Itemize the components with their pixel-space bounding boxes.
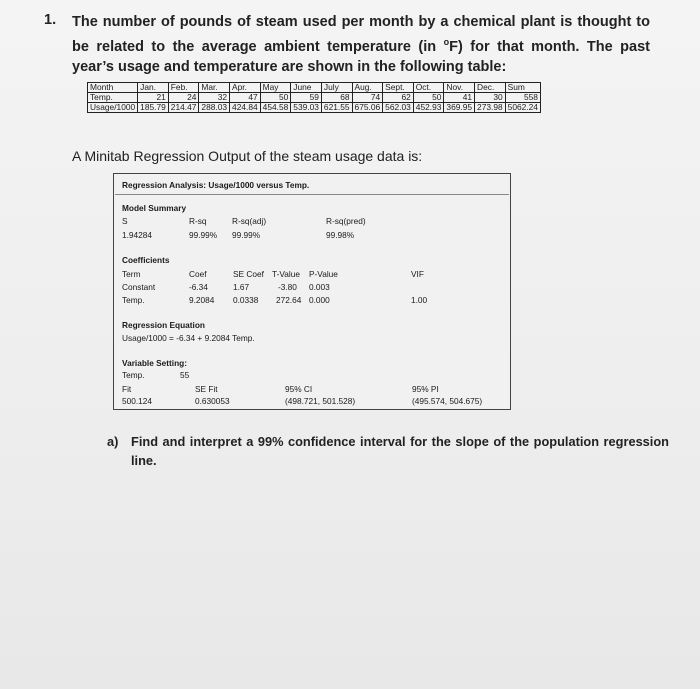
table-cell: 74 — [352, 93, 383, 103]
coef-row-constant-t: -3.80 — [278, 282, 297, 292]
table-cell: 59 — [291, 93, 322, 103]
table-cell: 621.55 — [321, 103, 352, 113]
coef-row-constant-term: Constant — [122, 282, 156, 292]
table-cell: 24 — [168, 93, 199, 103]
ms-header-s: S — [122, 216, 128, 226]
table-cell: 562.03 — [383, 103, 414, 113]
question-number: 1. — [44, 12, 57, 28]
coef-row-temp-term: Temp. — [122, 295, 145, 305]
table-cell: 424.84 — [230, 103, 261, 113]
table-cell: 288.03 — [199, 103, 230, 113]
table-cell: 68 — [321, 93, 352, 103]
variable-setting-name: Temp. — [122, 370, 145, 380]
coef-header-p-value: P-Value — [309, 269, 338, 279]
table-cell: 454.58 — [260, 103, 291, 113]
table-cell: 214.47 — [168, 103, 199, 113]
table-row — [88, 103, 541, 113]
table-header-cell: Feb. — [168, 83, 199, 93]
variable-setting-value: 55 — [180, 370, 190, 380]
coefficients-label: Coefficients — [122, 255, 170, 265]
pred-value-ci: (498.721, 501.528) — [285, 396, 356, 406]
ms-value-rsq: 99.99% — [189, 230, 218, 240]
ms-header-rsq: R-sq — [189, 216, 207, 226]
minitab-heading: A Minitab Regression Output of the steam usage data is: — [72, 148, 423, 164]
part-a-label: a) — [107, 434, 119, 449]
pred-header-pi: 95% PI — [412, 384, 439, 394]
table-cell: 5062.24 — [505, 103, 540, 113]
table-cell: 273.98 — [475, 103, 506, 113]
coef-row-temp-t: 272.64 — [276, 295, 302, 305]
regression-equation-label: Regression Equation — [122, 320, 205, 330]
part-a-text: Find and interpret a 99% confidence interval for the slope of the population regression line. — [131, 434, 669, 468]
coef-header-se-coef: SE Coef — [233, 269, 264, 279]
table-cell: 62 — [383, 93, 414, 103]
table-cell: 50 — [413, 93, 444, 103]
table-header-cell: May — [260, 83, 291, 93]
table-cell: 185.79 — [138, 103, 169, 113]
table-cell: Temp. — [88, 93, 138, 103]
coef-row-temp-se: 0.0338 — [233, 295, 259, 305]
question-text-part2: F) for that month. The past year’s usage and temperature are shown in the following table: — [72, 38, 650, 75]
usage-temperature-table — [87, 82, 541, 113]
ms-value-s: 1.94284 — [122, 230, 152, 240]
pred-header-ci: 95% CI — [285, 384, 313, 394]
pred-value-fit: 500.124 — [122, 396, 152, 406]
table-cell: 32 — [199, 93, 230, 103]
table-header-cell: Dec. — [475, 83, 506, 93]
minitab-output-box — [113, 173, 511, 410]
question-text-part1: The number of pounds of steam used per month by a chemical plant is thought to be related to the average ambient temperature (in — [72, 14, 650, 55]
table-header-cell: Jan. — [138, 83, 169, 93]
ms-header-rsq-pred: R-sq(pred) — [326, 216, 366, 226]
table-header-cell: June — [291, 83, 322, 93]
table-cell: 558 — [505, 93, 540, 103]
pred-header-fit: Fit — [122, 384, 132, 394]
table-cell: 452.93 — [413, 103, 444, 113]
coef-header-coef: Coef — [189, 269, 207, 279]
degree-symbol: o — [443, 37, 450, 47]
table-header-cell: Mar. — [199, 83, 230, 93]
table-header-cell: Aug. — [352, 83, 383, 93]
table-cell: 675.06 — [352, 103, 383, 113]
table-cell: Usage/1000 — [88, 103, 138, 113]
regression-analysis-title: Regression Analysis: Usage/1000 versus Temp. — [122, 180, 310, 190]
ms-value-rsq-pred: 99.98% — [326, 230, 355, 240]
table-cell: 369.95 — [444, 103, 475, 113]
coef-row-constant-coef: -6.34 — [189, 282, 208, 292]
table-header-cell: Oct. — [413, 83, 444, 93]
table-cell: 47 — [230, 93, 261, 103]
coef-row-temp-coef: 9.2084 — [189, 295, 215, 305]
question-text — [72, 12, 650, 77]
coef-header-vif: VIF — [411, 269, 424, 279]
table-cell: 41 — [444, 93, 475, 103]
pred-value-pi: (495.574, 504.675) — [412, 396, 483, 406]
coef-header-term: Term — [122, 269, 141, 279]
model-summary-label: Model Summary — [122, 203, 187, 213]
table-row — [88, 93, 541, 103]
table-header-cell: Apr. — [230, 83, 261, 93]
table-header-cell: Sum — [505, 83, 540, 93]
ms-header-rsq-adj: R-sq(adj) — [232, 216, 267, 226]
table-cell: 50 — [260, 93, 291, 103]
table-header-cell: Sept. — [383, 83, 414, 93]
table-header-row — [88, 83, 541, 93]
coef-row-temp-p: 0.000 — [309, 295, 330, 305]
regression-equation: Usage/1000 = -6.34 + 9.2084 Temp. — [122, 333, 255, 343]
pred-header-se-fit: SE Fit — [195, 384, 218, 394]
table-header-cell: Month — [88, 83, 138, 93]
ms-value-rsq-adj: 99.99% — [232, 230, 261, 240]
table-cell: 30 — [475, 93, 506, 103]
coef-row-temp-vif: 1.00 — [411, 295, 428, 305]
table-header-cell: July — [321, 83, 352, 93]
coef-header-t-value: T-Value — [272, 269, 300, 279]
table-cell: 21 — [138, 93, 169, 103]
coef-row-constant-p: 0.003 — [309, 282, 330, 292]
table-cell: 539.03 — [291, 103, 322, 113]
table-header-cell: Nov. — [444, 83, 475, 93]
pred-value-se-fit: 0.630053 — [195, 396, 230, 406]
coef-row-constant-se: 1.67 — [233, 282, 250, 292]
variable-setting-label: Variable Setting: — [122, 358, 188, 368]
